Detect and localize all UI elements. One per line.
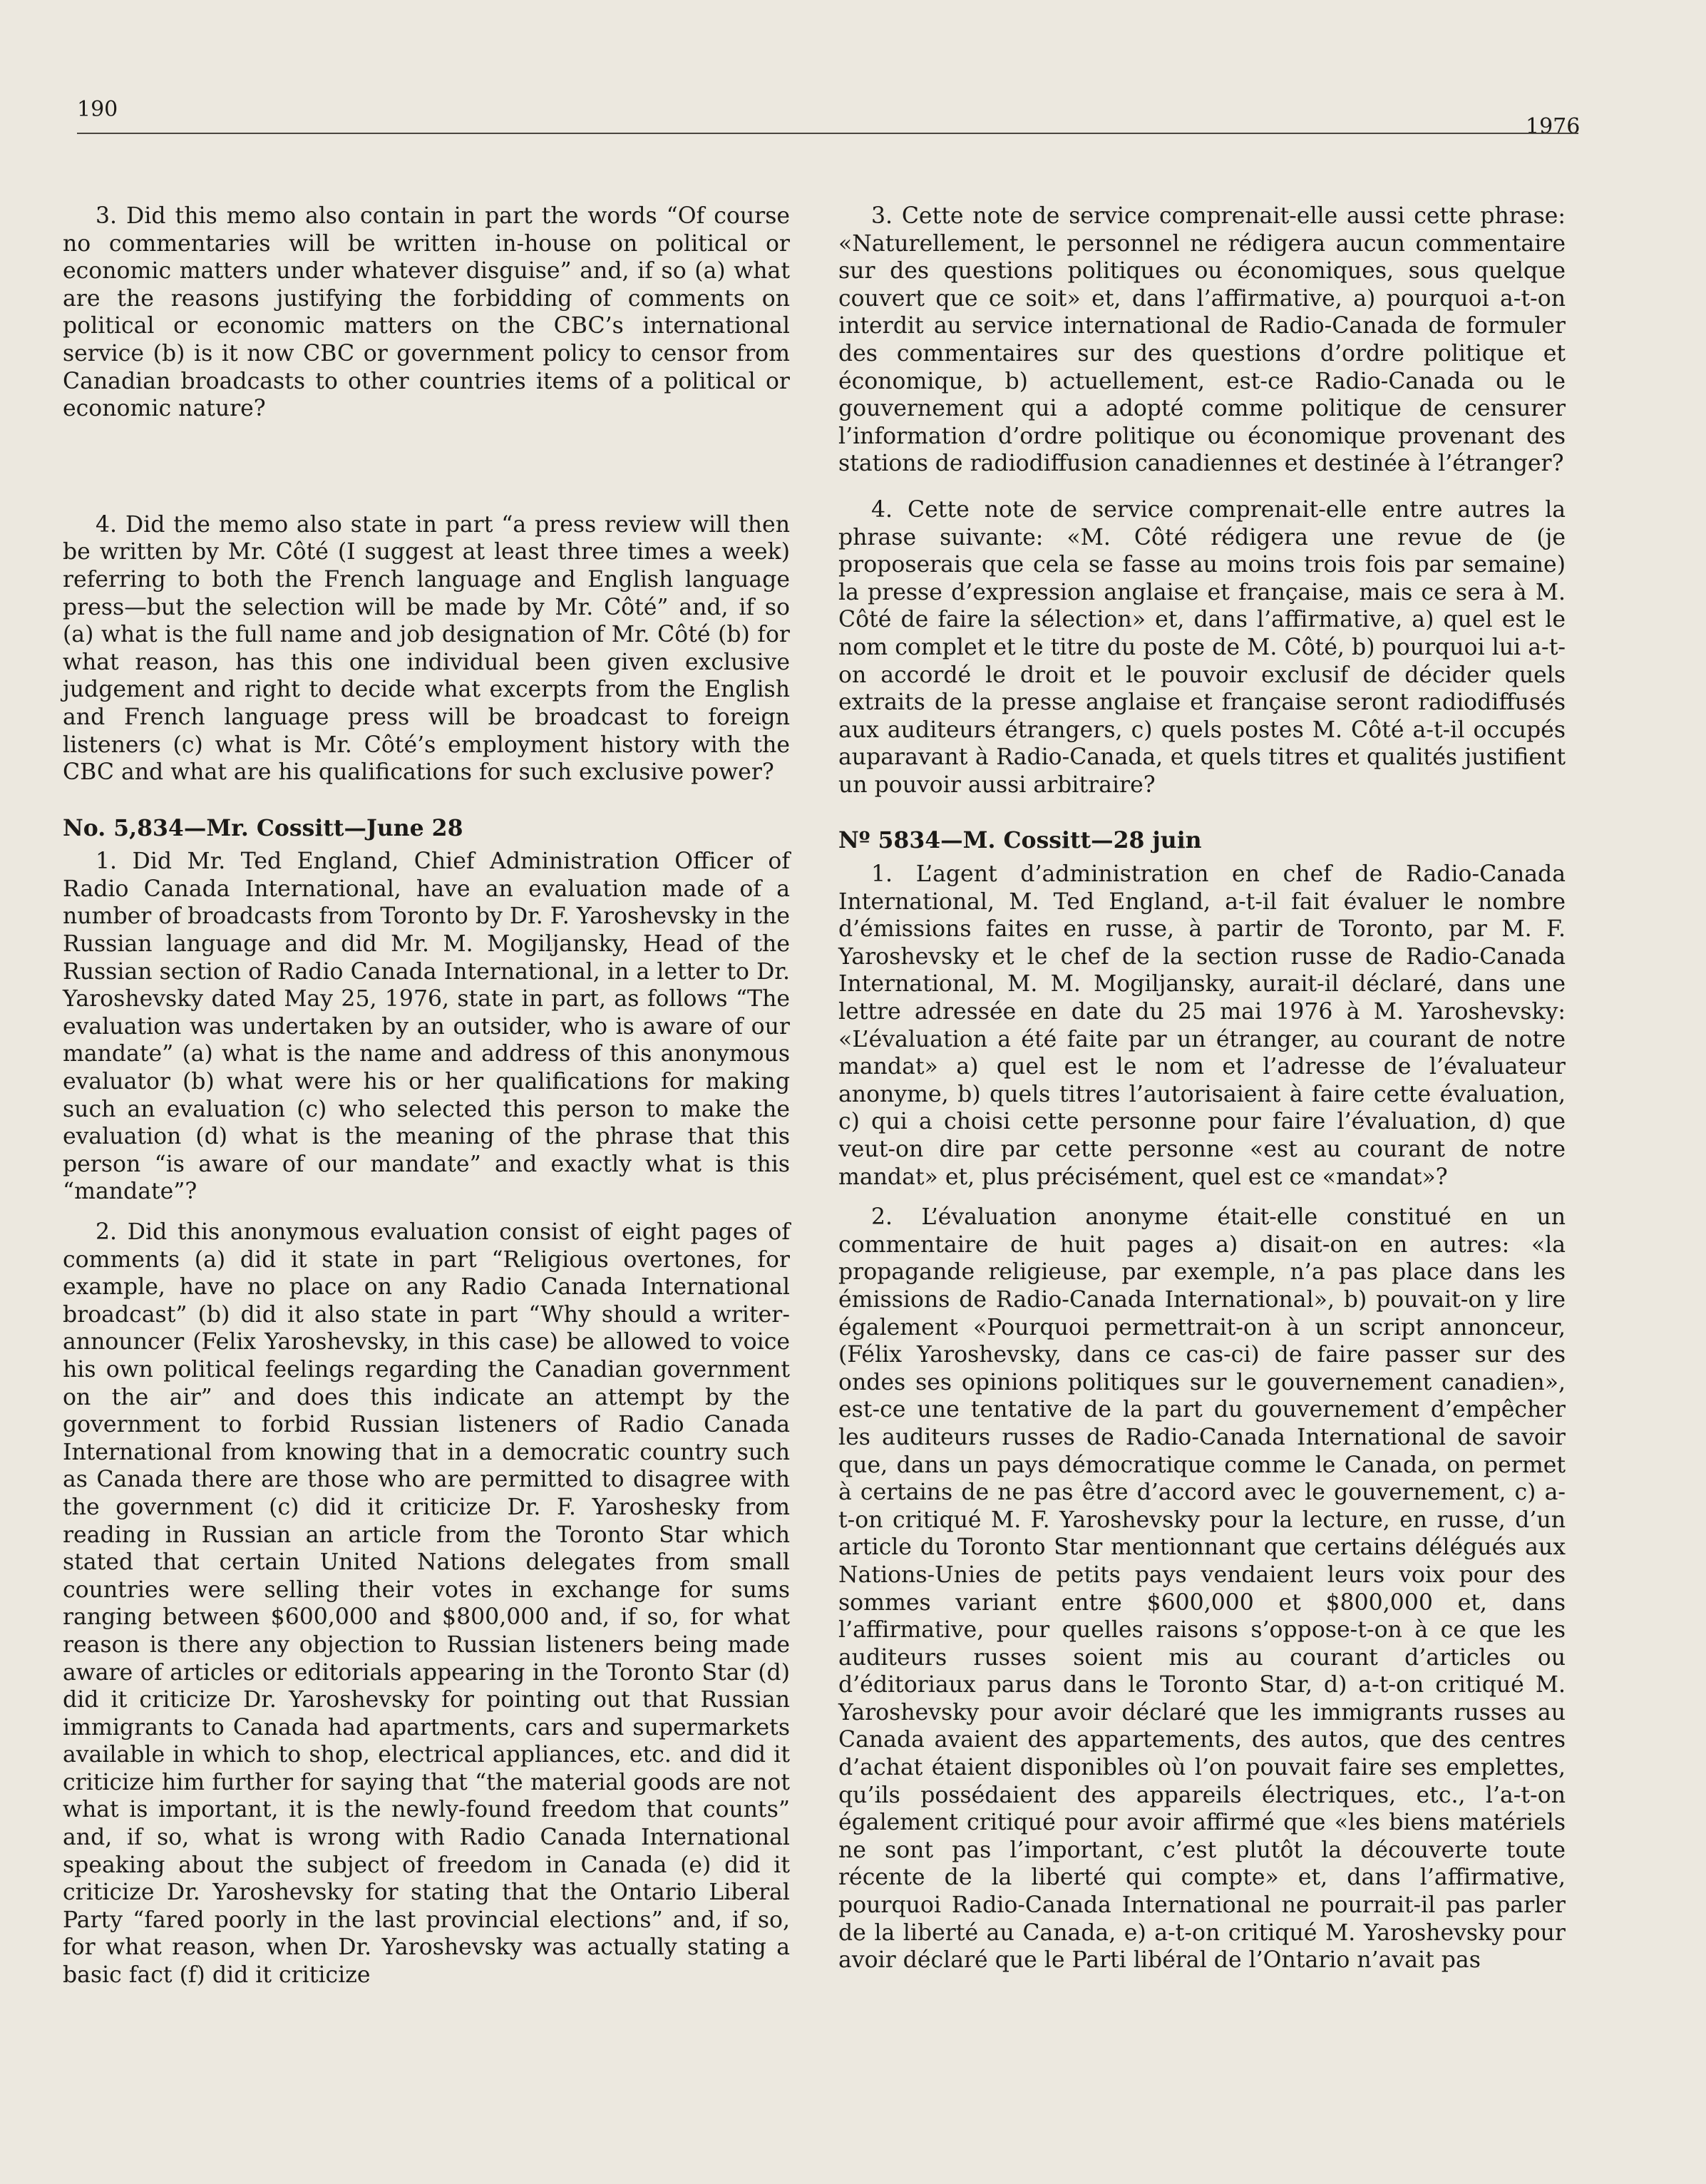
- header-rule: [77, 133, 1578, 134]
- french-question-3: 3. Cette note de service comprenait-elle aussi cette phrase: «Naturellement, le personnel ne rédigera aucun commentaire sur des questions politiques ou économiques, sous quelque couvert que ce soit» et, dans l’affirmative, a) pourquoi a-t-on interdit au service international de Radio-Canada de formuler des commentaires sur des questions d’ordre politique et économique, b) actuellement, est-ce Radio-Canada ou le gouvernement qui a adopté comme politique de censurer l’information d’ordre politique ou économique provenant des stations de radiodiffusion canadiennes et destinée à l’étranger?: [838, 203, 1566, 477]
- english-column: [63, 202, 790, 1989]
- french-heading-5834: Nº 5834—M. Cossitt—28 juin: [838, 827, 1202, 854]
- french-paragraph-1: 1. L’agent d’administration en chef de Radio-Canada International, M. Ted England, a-t-il fait évaluer le nombre d’émissions faites en russe, à partir de Toronto, par M. F. Yaroshevsky et le chef de la section russe de Radio-Canada International, M. M. Mogiljansky, aurait-il déclaré, dans une lettre adressée en date du 25 mai 1976 à M. Yaroshevsky: «L’évaluation a été faite par un étranger, au courant de notre mandat» a) quel est le nom et l’adresse de l’évaluateur anonyme, b) quels titres l’autorisaient à faire cette évaluation, c) qui a choisi cette personne pour faire l’évaluation, d) que veut-on dire par cette personne «est au courant de notre mandat» et, plus précisément, quel est ce «mandat»?: [838, 861, 1566, 1190]
- french-paragraph-2: 2. L’évaluation anonyme était-elle constitué en un commentaire de huit pages a) disait-on en autres: «la propagande religieuse, par exemple, n’a pas place dans les émissions de Radio-Canada International», b) pouvait-on y lire également «Pourquoi permettrait-on à un script annonceur, (Félix Yaroshevsky, dans ce cas-ci) de faire passer sur des ondes ses opinions politiques sur le gouvernement canadien», est-ce une tentative de la part du gouvernement d’empêcher les auditeurs russes de Radio-Canada International de savoir que, dans un pays démocratique comme le Canada, on permet à certains de ne pas être d’accord avec le gouvernement, c) a-t-on critiqué M. F. Yaroshevsky pour la lecture, en russe, d’un article du Toronto Star mentionnant que certains délégués aux Nations-Unies de petits pays vendaient leurs voix pour des sommes variant entre $600,000 et $800,000 et, dans l’affirmative, pour quelles raisons s’oppose-t-on à ce que les auditeurs russes soient mis au courant d’articles ou d’éditoriaux parus dans le Toronto Star, d) a-t-on critiqué M. Yaroshevsky pour avoir déclaré que les immigrants russes au Canada avaient des appartements, des autos, que des centres d’achat étaient disponibles où l’on pouvait faire ses emplettes, qu’ils possédaient des appareils électriques, etc., l’a-t-on également critiqué pour avoir affirmé que «les biens matériels ne sont pas l’important, c’est plutôt la découverte toute récente de la liberté qui compte» et, dans l’affirmative, pourquoi Radio-Canada International ne pourrait-il pas parler de la liberté au Canada, e) a-t-on critiqué M. Yaroshevsky pour avoir déclaré que le Parti libéral de l’Ontario n’avait pas: [838, 1204, 1566, 1974]
- english-question-4: 4. Did the memo also state in part “a press review will then be written by Mr. Côté (I suggest at least three times a week) referring to both the French language and English language press—but the selection will be made by Mr. Côté” and, if so (a) what is the full name and job designation of Mr. Côté (b) for what reason, has this one individual been given exclusive judgement and right to decide what excerpts from the English and French language press will be broadcast to foreign listeners (c) what is Mr. Côté’s employment history with the CBC and what are his qualifications for such exclusive power?: [63, 511, 790, 786]
- french-question-4: 4. Cette note de service comprenait-elle entre autres la phrase suivante: «M. Côté rédigera une revue de (je proposerais que cela se fasse au moins trois fois par semaine) la presse d’expression anglaise et française, mais ce sera à M. Côté de faire la sélection» et, dans l’affirmative, a) quel est le nom complet et le titre du poste de M. Côté, b) pourquoi lui a-t-on accordé le droit et le pouvoir exclusif de décider quels extraits de la presse anglaise et française seront radiodiffusés aux auditeurs étrangers, c) quels postes M. Côté a-t-il occupés auparavant à Radio-Canada, et quels titres et qualités justifient un pouvoir aussi arbitraire?: [838, 496, 1566, 798]
- english-heading-5834: No. 5,834—Mr. Cossitt—June 28: [63, 814, 463, 841]
- page-number: 190: [77, 97, 118, 122]
- page-year: 1976: [1526, 114, 1581, 139]
- french-column: [838, 202, 1566, 1974]
- english-paragraph-1: 1. Did Mr. Ted England, Chief Administration Officer of Radio Canada International, have an evaluation made of a number of broadcasts from Toronto by Dr. F. Yaroshevsky in the Russian language and did Mr. M. Mogiljansky, Head of the Russian section of Radio Canada International, in a letter to Dr. Yaroshevsky dated May 25, 1976, state in part, as follows “The evaluation was undertaken by an outsider, who is aware of our mandate” (a) what is the name and address of this anonymous evaluator (b) what were his or her qualifications for making such an evaluation (c) who selected this person to make the evaluation (d) what is the meaning of the phrase that this person “is aware of our mandate” and exactly what is this “mandate”?: [63, 849, 790, 1205]
- english-paragraph-2: 2. Did this anonymous evaluation consist of eight pages of comments (a) did it state in part “Religious overtones, for example, have no place on any Radio Canada International broadcast” (b) did it also state in part “Why should a writer-announcer (Felix Yaroshevsky, in this case) be allowed to voice his own political feelings regarding the Canadian government on the air” and does this indicate an attempt by the government to forbid Russian listeners of Radio Canada International from knowing that in a democratic country such as Canada there are those who are permitted to disagree with the government (c) did it criticize Dr. F. Yaroshesky from reading in Russian an article from the Toronto Star which stated that certain United Nations delegates from small countries were selling their votes in exchange for sums ranging between $600,000 and $800,000 and, if so, for what reason is there any objection to Russian listeners being made aware of articles or editorials appearing in the Toronto Star (d) did it criticize Dr. Yaroshevsky for pointing out that Russian immigrants to Canada had apartments, cars and supermarkets available in which to shop, electrical appliances, etc. and did it criticize him further for saying that “the material goods are not what is important, it is the newly-found freedom that counts” and, if so, what is wrong with Radio Canada International speaking about the subject of freedom in Canada (e) did it criticize Dr. Yaroshevsky for stating that the Ontario Liberal Party “fared poorly in the last provincial elections” and, if so, for what reason, when Dr. Yaroshevsky was actually stating a basic fact (f) did it criticize: [63, 1219, 790, 1989]
- english-question-3: 3. Did this memo also contain in part the words “Of course no commentaries will be written in-house on political or economic matters under whatever disguise” and, if so (a) what are the reasons justifying the forbidding of comments on political or economic matters on the CBC’s international service (b) is it now CBC or government policy to censor from Canadian broadcasts to other countries items of a political or economic nature?: [63, 203, 790, 422]
